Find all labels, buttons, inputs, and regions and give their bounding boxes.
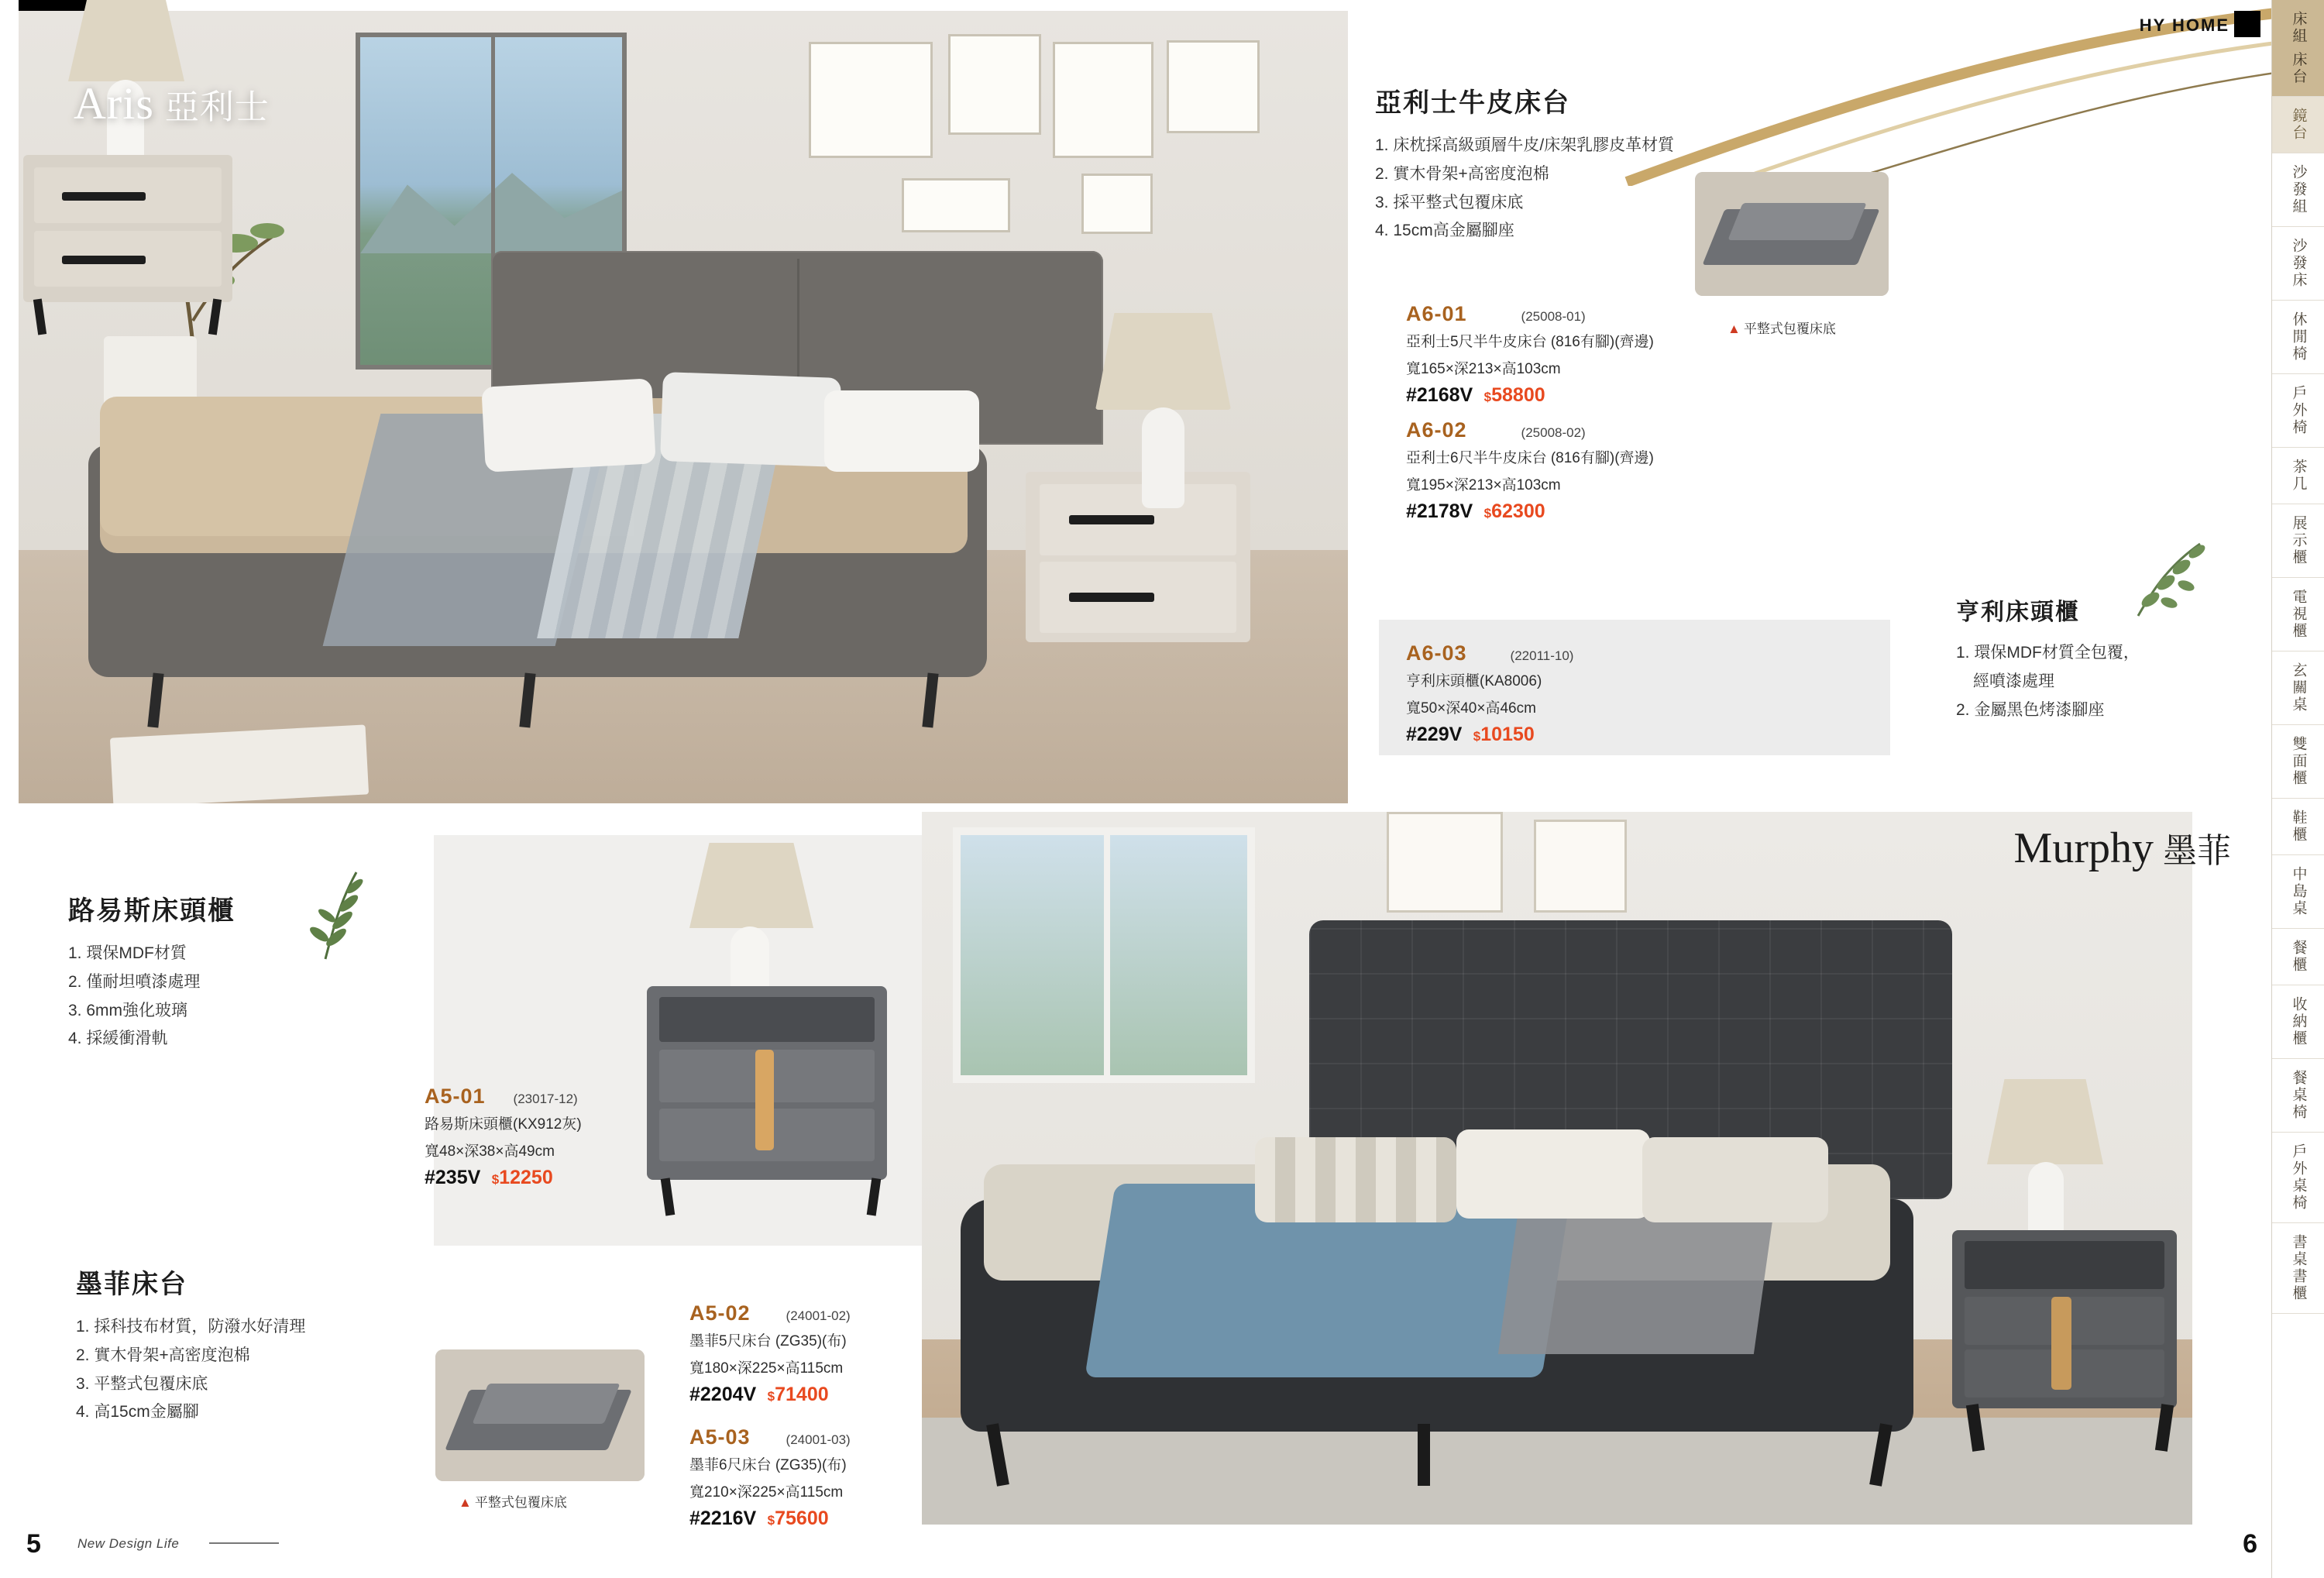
- product-sku: A6-01: [1406, 302, 1467, 325]
- category-index-rail: [2271, 0, 2324, 1578]
- footer-divider: [209, 1542, 279, 1544]
- price-number: 71400: [775, 1383, 829, 1405]
- aris-bed-base-detail-photo: [1695, 172, 1889, 296]
- price-number: 10150: [1480, 723, 1535, 745]
- price-number: 12250: [499, 1166, 553, 1188]
- currency-symbol: $: [1473, 728, 1481, 744]
- spec-item: 4. 15cm高金屬腳座: [1375, 222, 1514, 240]
- wall-art: [1387, 812, 1503, 913]
- currency-symbol: $: [1483, 505, 1492, 521]
- product-code: (24001-03): [786, 1432, 851, 1447]
- spec-item: 經噴漆處理: [1973, 672, 2054, 690]
- product-code: (23017-12): [513, 1092, 578, 1106]
- price-number: 62300: [1491, 500, 1545, 522]
- product-desc: 亞利士5尺半牛皮床台 (816有腳)(齊邊): [1406, 334, 1654, 350]
- henry-spec-block: [1956, 593, 2266, 724]
- rail-item-10[interactable]: 雙面櫃: [2272, 725, 2324, 799]
- murphy-bedroom-photo: [922, 812, 2192, 1525]
- murphy-title-zh: 墨菲: [2163, 832, 2231, 870]
- product-code: (24001-02): [786, 1308, 851, 1323]
- spec-item: 4. 採緩衝滑軌: [68, 1030, 168, 1048]
- product-price: [1473, 724, 1535, 745]
- window-view: [953, 827, 1255, 1083]
- rail-item-11[interactable]: 鞋櫃: [2272, 799, 2324, 855]
- spec-item: 2. 實木骨架+高密度泡棉: [1375, 164, 1549, 183]
- rail-item-4[interactable]: 休閒椅: [2272, 301, 2324, 374]
- henry-spec-list: [1956, 639, 2266, 724]
- table-lamp: [1987, 1079, 2103, 1164]
- rail-item-0[interactable]: 床組 床台: [2272, 0, 2324, 97]
- rail-item-5[interactable]: 戶外椅: [2272, 374, 2324, 448]
- price-number: 75600: [775, 1507, 829, 1529]
- table-lamp: [1095, 313, 1231, 410]
- product-item-no: #2178V: [1406, 500, 1473, 522]
- page-number-left: 5: [26, 1529, 41, 1559]
- rail-item-9[interactable]: 玄關桌: [2272, 651, 2324, 725]
- price-number: 58800: [1491, 383, 1545, 406]
- product-item-no: #229V: [1406, 723, 1463, 745]
- product-desc: 亞利士6尺半牛皮床台 (816有腳)(齊邊): [1406, 450, 1654, 466]
- product-code: (25008-02): [1521, 425, 1586, 440]
- murphy-mini-caption: [459, 1491, 567, 1511]
- fern-sprig-icon: [302, 860, 387, 964]
- product-sku: A6-03: [1406, 641, 1467, 665]
- product-a5-01: [425, 1085, 750, 1189]
- product-sku: A5-02: [689, 1301, 751, 1325]
- spec-item: 3. 採平整式包覆床底: [1375, 193, 1524, 211]
- aris-series-title: [74, 77, 270, 129]
- aris-title-en: Aris: [74, 78, 154, 129]
- product-dims: 寬165×深213×高103cm: [1406, 361, 1561, 378]
- book-decoration: [110, 724, 369, 803]
- rail-item-14[interactable]: 收納櫃: [2272, 985, 2324, 1059]
- spec-item: 2. 僅耐坦噴漆處理: [68, 972, 201, 991]
- spec-item: 1. 採科技布材質，防潑水好清理: [76, 1318, 306, 1336]
- page-number-right: 6: [2243, 1529, 2257, 1559]
- murphy-spec-block: [76, 1263, 432, 1427]
- murphy-spec-list: [76, 1313, 432, 1427]
- spec-item: 3. 平整式包覆床底: [76, 1374, 208, 1393]
- wall-art-group: [809, 34, 1336, 235]
- rail-item-7[interactable]: 展示櫃: [2272, 504, 2324, 578]
- footer-tagline: New Design Life: [77, 1536, 180, 1551]
- product-code: (25008-01): [1521, 309, 1586, 324]
- product-desc: 亨利床頭櫃(KA8006): [1406, 673, 1542, 689]
- rail-item-3[interactable]: 沙發床: [2272, 227, 2324, 301]
- product-sku: A5-03: [689, 1425, 751, 1449]
- product-a6-02: [1406, 418, 1840, 523]
- aris-title-zh: 亞利士: [164, 88, 270, 126]
- brand-logo-text: HY HOME: [2139, 15, 2229, 35]
- rail-item-2[interactable]: 沙發組: [2272, 153, 2324, 227]
- currency-symbol: $: [767, 1512, 775, 1528]
- aris-mini-caption-text: 平整式包覆床底: [1743, 321, 1836, 336]
- aris-nightstand: [1026, 472, 1250, 642]
- product-dims: 寬180×深225×高115cm: [689, 1360, 844, 1377]
- product-item-no: #2204V: [689, 1383, 757, 1405]
- rail-item-13[interactable]: 餐櫃: [2272, 929, 2324, 985]
- brand-logo-mark: [2234, 11, 2260, 37]
- rail-item-15[interactable]: 餐桌椅: [2272, 1059, 2324, 1133]
- aris-bedroom-photo: [19, 11, 1348, 803]
- product-desc: 墨菲6尺床台 (ZG35)(布): [689, 1457, 847, 1473]
- product-price: [1484, 500, 1545, 522]
- murphy-title-en: Murphy: [2013, 824, 2154, 872]
- triangle-marker-icon: ▲: [1728, 321, 1741, 336]
- spec-item: 1. 環保MDF材質: [68, 944, 187, 962]
- spec-item: 1. 環保MDF材質全包覆，: [1956, 644, 2140, 662]
- spec-item: 2. 金屬黑色烤漆腳座: [1956, 700, 2105, 719]
- murphy-series-title: [2014, 823, 2231, 873]
- product-desc: 墨菲5尺床台 (ZG35)(布): [689, 1333, 847, 1349]
- rail-item-17[interactable]: 書桌書櫃: [2272, 1223, 2324, 1314]
- currency-symbol: $: [491, 1171, 500, 1187]
- rail-item-16[interactable]: 戶外桌椅: [2272, 1133, 2324, 1223]
- product-price: [768, 1384, 829, 1405]
- product-dims: 寬48×深38×高49cm: [425, 1143, 555, 1160]
- product-sku: A5-01: [425, 1085, 486, 1108]
- product-dims: 寬50×深40×高46cm: [1406, 700, 1536, 717]
- murphy-bed-base-detail-photo: [435, 1349, 645, 1481]
- product-sku: A6-02: [1406, 418, 1467, 442]
- rail-item-1[interactable]: 鏡台: [2272, 97, 2324, 153]
- product-desc: 路易斯床頭櫃(KX912灰): [425, 1116, 582, 1133]
- rail-item-8[interactable]: 電視櫃: [2272, 578, 2324, 651]
- wall-art: [1534, 820, 1627, 913]
- rail-item-12[interactable]: 中島桌: [2272, 855, 2324, 929]
- product-a6-03: [1406, 641, 1840, 746]
- louis-block-title: 路易斯床頭櫃: [68, 896, 235, 926]
- triangle-marker-icon: ▲: [459, 1495, 472, 1510]
- murphy-mini-caption-text: 平整式包覆床底: [474, 1495, 567, 1510]
- product-price: [492, 1167, 553, 1188]
- murphy-block-title: 墨菲床台: [76, 1270, 187, 1299]
- product-price: [768, 1508, 829, 1529]
- product-price: [1484, 384, 1545, 406]
- product-code: (22011-10): [1510, 648, 1574, 663]
- aris-block-title: 亞利士牛皮床台: [1375, 88, 1570, 118]
- product-a6-01: [1406, 302, 1840, 407]
- leaf-sprig-icon: [2123, 535, 2216, 624]
- murphy-nightstand: [1952, 1230, 2177, 1408]
- currency-symbol: $: [767, 1388, 775, 1404]
- product-item-no: #2168V: [1406, 383, 1473, 406]
- spec-item: 3. 6mm強化玻璃: [68, 1001, 188, 1019]
- spec-item: 4. 高15cm金屬腳: [76, 1403, 199, 1422]
- henry-block-title: 亨利床頭櫃: [1956, 600, 2080, 625]
- product-item-no: #2216V: [689, 1507, 757, 1529]
- product-dims: 寬195×深213×高103cm: [1406, 477, 1561, 494]
- rail-item-6[interactable]: 茶几: [2272, 448, 2324, 504]
- product-dims: 寬210×深225×高115cm: [689, 1484, 844, 1501]
- product-item-no: #235V: [425, 1166, 481, 1188]
- currency-symbol: $: [1483, 389, 1492, 404]
- spec-item: 2. 實木骨架+高密度泡棉: [76, 1346, 250, 1364]
- spec-item: 1. 床枕採高級頭層牛皮/床架乳膠皮革材質: [1375, 136, 1675, 154]
